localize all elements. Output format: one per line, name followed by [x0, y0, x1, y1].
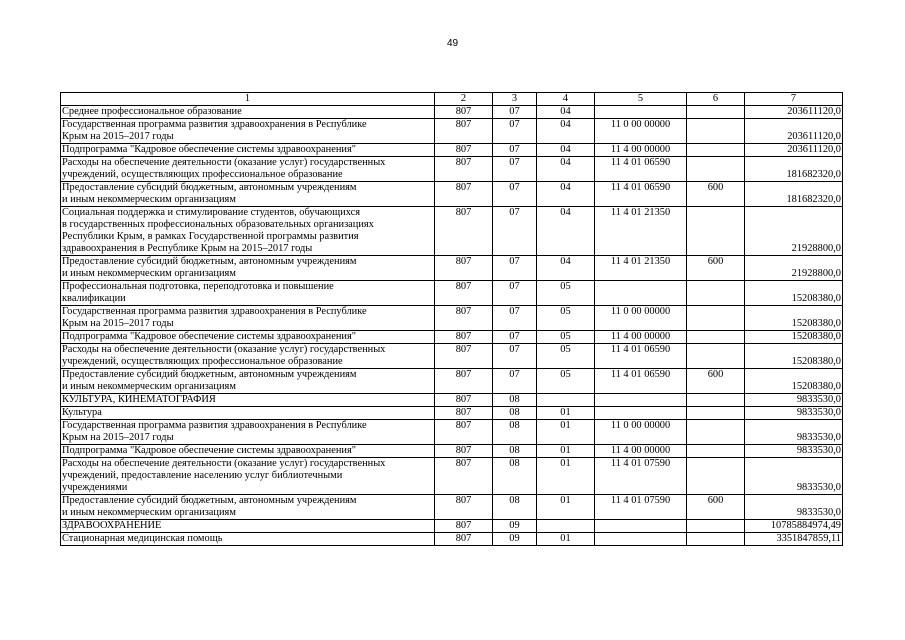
table-body — [61, 106, 843, 546]
department-code-cell: 807 — [435, 256, 493, 281]
amount-cell: 21928800,0 — [745, 207, 843, 256]
section-code-cell: 07 — [493, 157, 537, 182]
subsection-code-cell: 05 — [537, 344, 595, 369]
row-name-cell: Предоставление субсидий бюджетным, автономным учреждениям и иным некоммерческим организациям — [61, 182, 435, 207]
expense-type-cell — [687, 157, 745, 182]
expense-type-cell — [687, 445, 745, 458]
expense-type-cell — [687, 420, 745, 445]
row-name-cell: КУЛЬТУРА, КИНЕМАТОГРАФИЯ — [61, 394, 435, 407]
table-row — [61, 407, 843, 420]
department-code-cell: 807 — [435, 407, 493, 420]
amount-cell: 3351847859,11 — [745, 533, 843, 546]
section-code-cell: 07 — [493, 331, 537, 344]
expense-type-cell — [687, 306, 745, 331]
target-item-cell — [595, 281, 687, 306]
expense-type-cell — [687, 458, 745, 495]
subsection-code-cell: 04 — [537, 182, 595, 207]
amount-cell: 15208380,0 — [745, 306, 843, 331]
amount-cell: 9833530,0 — [745, 394, 843, 407]
row-name-cell: Стационарная медицинская помощь — [61, 533, 435, 546]
subsection-code-cell: 05 — [537, 281, 595, 306]
expense-type-cell — [687, 407, 745, 420]
column-header: 3 — [493, 93, 537, 106]
subsection-code-cell — [537, 520, 595, 533]
section-code-cell: 07 — [493, 306, 537, 331]
amount-cell: 9833530,0 — [745, 407, 843, 420]
expense-type-cell — [687, 207, 745, 256]
column-header: 1 — [61, 93, 435, 106]
target-item-cell: 11 4 01 07590 — [595, 458, 687, 495]
column-header: 6 — [687, 93, 745, 106]
table-row — [61, 106, 843, 119]
department-code-cell: 807 — [435, 344, 493, 369]
amount-cell: 9833530,0 — [745, 445, 843, 458]
table-row — [61, 281, 843, 306]
subsection-code-cell: 05 — [537, 306, 595, 331]
subsection-code-cell: 01 — [537, 458, 595, 495]
department-code-cell: 807 — [435, 458, 493, 495]
expense-type-cell — [687, 520, 745, 533]
department-code-cell: 807 — [435, 394, 493, 407]
section-code-cell: 07 — [493, 369, 537, 394]
expense-type-cell: 600 — [687, 182, 745, 207]
target-item-cell: 11 4 00 00000 — [595, 445, 687, 458]
expense-type-cell — [687, 281, 745, 306]
target-item-cell: 11 4 00 00000 — [595, 331, 687, 344]
subsection-code-cell: 04 — [537, 119, 595, 144]
table-row — [61, 458, 843, 495]
department-code-cell: 807 — [435, 182, 493, 207]
section-code-cell: 09 — [493, 533, 537, 546]
target-item-cell: 11 0 00 00000 — [595, 119, 687, 144]
table-row — [61, 207, 843, 256]
table-row — [61, 495, 843, 520]
section-code-cell: 08 — [493, 420, 537, 445]
target-item-cell: 11 4 01 06590 — [595, 157, 687, 182]
amount-cell: 15208380,0 — [745, 281, 843, 306]
section-code-cell: 07 — [493, 256, 537, 281]
target-item-cell — [595, 533, 687, 546]
expense-type-cell — [687, 331, 745, 344]
section-code-cell: 08 — [493, 445, 537, 458]
amount-cell: 9833530,0 — [745, 420, 843, 445]
column-header: 5 — [595, 93, 687, 106]
target-item-cell: 11 4 01 06590 — [595, 344, 687, 369]
department-code-cell: 807 — [435, 495, 493, 520]
row-name-cell: Подпрограмма "Кадровое обеспечение системы здравоохранения" — [61, 445, 435, 458]
target-item-cell — [595, 106, 687, 119]
subsection-code-cell: 05 — [537, 331, 595, 344]
section-code-cell: 07 — [493, 281, 537, 306]
subsection-code-cell — [537, 394, 595, 407]
amount-cell: 203611120,0 — [745, 144, 843, 157]
table-row — [61, 256, 843, 281]
section-code-cell: 07 — [493, 344, 537, 369]
column-header: 7 — [745, 93, 843, 106]
expense-type-cell: 600 — [687, 495, 745, 520]
amount-cell: 10785884974,49 — [745, 520, 843, 533]
table-row — [61, 394, 843, 407]
subsection-code-cell: 04 — [537, 207, 595, 256]
expense-type-cell — [687, 119, 745, 144]
expense-type-cell — [687, 344, 745, 369]
section-code-cell: 07 — [493, 106, 537, 119]
amount-cell: 203611120,0 — [745, 119, 843, 144]
section-code-cell: 08 — [493, 458, 537, 495]
subsection-code-cell: 05 — [537, 369, 595, 394]
target-item-cell: 11 4 01 06590 — [595, 369, 687, 394]
row-name-cell: Предоставление субсидий бюджетным, автономным учреждениям и иным некоммерческим организациям — [61, 256, 435, 281]
subsection-code-cell: 04 — [537, 144, 595, 157]
subsection-code-cell: 01 — [537, 407, 595, 420]
department-code-cell: 807 — [435, 157, 493, 182]
target-item-cell — [595, 407, 687, 420]
section-code-cell: 08 — [493, 394, 537, 407]
row-name-cell: ЗДРАВООХРАНЕНИЕ — [61, 520, 435, 533]
target-item-cell: 11 4 01 07590 — [595, 495, 687, 520]
section-code-cell: 08 — [493, 495, 537, 520]
amount-cell: 203611120,0 — [745, 106, 843, 119]
department-code-cell: 807 — [435, 520, 493, 533]
department-code-cell: 807 — [435, 207, 493, 256]
amount-cell: 181682320,0 — [745, 157, 843, 182]
subsection-code-cell: 04 — [537, 106, 595, 119]
table-row — [61, 420, 843, 445]
row-name-cell: Предоставление субсидий бюджетным, автономным учреждениям и иным некоммерческим организациям — [61, 495, 435, 520]
department-code-cell: 807 — [435, 106, 493, 119]
target-item-cell: 11 4 00 00000 — [595, 144, 687, 157]
page-number: 49 — [446, 38, 459, 49]
target-item-cell: 11 4 01 21350 — [595, 207, 687, 256]
row-name-cell: Государственная программа развития здравоохранения в Республике Крым на 2015–2017 годы — [61, 306, 435, 331]
target-item-cell — [595, 394, 687, 407]
row-name-cell: Подпрограмма "Кадровое обеспечение системы здравоохранения" — [61, 331, 435, 344]
amount-cell: 15208380,0 — [745, 331, 843, 344]
subsection-code-cell: 01 — [537, 533, 595, 546]
target-item-cell — [595, 520, 687, 533]
row-name-cell: Социальная поддержка и стимулирование студентов, обучающихся в государственных профессиональных образовательных организациях Республики Крым, в рамках Государственной программы развития здравоохранения в Республике Крым на 2015–2017 годы — [61, 207, 435, 256]
expense-type-cell — [687, 144, 745, 157]
expense-type-cell — [687, 533, 745, 546]
column-header: 4 — [537, 93, 595, 106]
table-row — [61, 144, 843, 157]
row-name-cell: Подпрограмма "Кадровое обеспечение системы здравоохранения" — [61, 144, 435, 157]
table-row — [61, 182, 843, 207]
row-name-cell: Государственная программа развития здравоохранения в Республике Крым на 2015–2017 годы — [61, 420, 435, 445]
section-code-cell: 07 — [493, 207, 537, 256]
department-code-cell: 807 — [435, 420, 493, 445]
expense-type-cell — [687, 394, 745, 407]
table-row — [61, 119, 843, 144]
row-name-cell: Расходы на обеспечение деятельности (оказание услуг) государственных учреждений, осуществляющих профессиональное образование — [61, 344, 435, 369]
budget-table — [60, 92, 843, 546]
target-item-cell: 11 0 00 00000 — [595, 420, 687, 445]
table-row — [61, 344, 843, 369]
amount-cell: 9833530,0 — [745, 458, 843, 495]
table-row — [61, 306, 843, 331]
subsection-code-cell: 01 — [537, 495, 595, 520]
subsection-code-cell: 01 — [537, 445, 595, 458]
amount-cell: 15208380,0 — [745, 344, 843, 369]
department-code-cell: 807 — [435, 331, 493, 344]
section-code-cell: 07 — [493, 119, 537, 144]
column-header: 2 — [435, 93, 493, 106]
table-row — [61, 369, 843, 394]
department-code-cell: 807 — [435, 119, 493, 144]
department-code-cell: 807 — [435, 144, 493, 157]
section-code-cell: 07 — [493, 182, 537, 207]
department-code-cell: 807 — [435, 445, 493, 458]
subsection-code-cell: 04 — [537, 157, 595, 182]
department-code-cell: 807 — [435, 369, 493, 394]
table-row — [61, 533, 843, 546]
section-code-cell: 08 — [493, 407, 537, 420]
row-name-cell: Культура — [61, 407, 435, 420]
subsection-code-cell: 04 — [537, 256, 595, 281]
amount-cell: 9833530,0 — [745, 495, 843, 520]
table-row — [61, 331, 843, 344]
amount-cell: 181682320,0 — [745, 182, 843, 207]
row-name-cell: Профессиональная подготовка, переподготовка и повышение квалификации — [61, 281, 435, 306]
table-row — [61, 445, 843, 458]
expense-type-cell — [687, 106, 745, 119]
subsection-code-cell: 01 — [537, 420, 595, 445]
department-code-cell: 807 — [435, 306, 493, 331]
row-name-cell: Предоставление субсидий бюджетным, автономным учреждениям и иным некоммерческим организациям — [61, 369, 435, 394]
row-name-cell: Государственная программа развития здравоохранения в Республике Крым на 2015–2017 годы — [61, 119, 435, 144]
section-code-cell: 09 — [493, 520, 537, 533]
section-code-cell: 07 — [493, 144, 537, 157]
department-code-cell: 807 — [435, 533, 493, 546]
expense-type-cell: 600 — [687, 369, 745, 394]
table-row — [61, 157, 843, 182]
row-name-cell: Расходы на обеспечение деятельности (оказание услуг) государственных учреждений, осуществляющих профессиональное образование — [61, 157, 435, 182]
amount-cell: 15208380,0 — [745, 369, 843, 394]
amount-cell: 21928800,0 — [745, 256, 843, 281]
target-item-cell: 11 4 01 21350 — [595, 256, 687, 281]
expense-type-cell: 600 — [687, 256, 745, 281]
row-name-cell: Расходы на обеспечение деятельности (оказание услуг) государственных учреждений, предоставление населению услуг библиотечными учреждениями — [61, 458, 435, 495]
table-header-row — [61, 93, 843, 106]
department-code-cell: 807 — [435, 281, 493, 306]
target-item-cell: 11 4 01 06590 — [595, 182, 687, 207]
target-item-cell: 11 0 00 00000 — [595, 306, 687, 331]
table-row — [61, 520, 843, 533]
row-name-cell: Среднее профессиональное образование — [61, 106, 435, 119]
